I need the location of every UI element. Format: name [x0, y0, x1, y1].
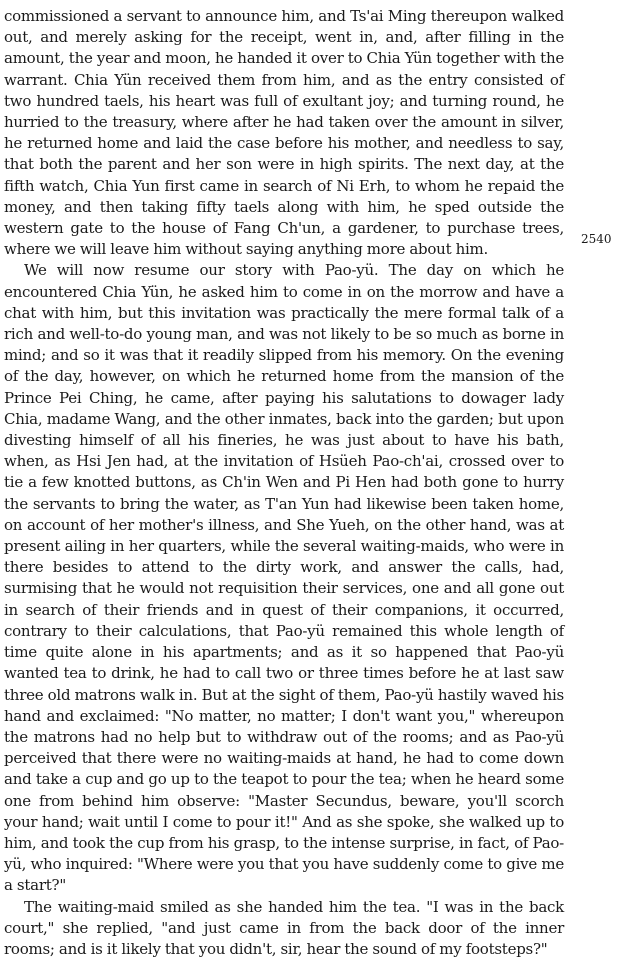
- body-text: [4, 6, 564, 960]
- paragraph-waiting-maid: The waiting-maid smiled as she handed him the tea. "I was in the back court," she replied, "and just came in from the back door of the inner rooms; and is it likely that you didn't, sir, hear the sound of my footsteps?": [4, 897, 564, 958]
- margin-line-number: 2540: [581, 232, 612, 246]
- paragraph-continuation: commissioned a servant to announce him, and Ts'ai Ming thereupon walked out, and merely asking for the receipt, went in, and, after filling in the amount, the year and moon, he handed it over to Chia Yün together with the warrant. Chia Yün received them from him, and as the entry consisted of two hundred taels, his heart was full of exultant joy; and turning round, he hurried to the treasury, where after he had taken over the amount in silver, he returned home and laid the case before his mother, and needless to say, that both the parent and her son were in high spirits. The next day, at the fifth watch, Chia Yun first came in search of Ni Erh, to whom he repaid the money, and then taking fifty taels along with him, he sped outside the western gate to the house of Fang Ch'un, a gardener, to purchase trees, where we will leave him without saying anything more about him.: [4, 7, 564, 259]
- paragraph-pao-yu-story: We will now resume our story with Pao-yü. The day on which he encountered Chia Yün, he asked him to come in on the morrow and have a chat with him, but this invitation was practically the mere formal talk of a rich and well-to-do young man, and was not likely to be so much as borne in mind; and so it was that it readily slipped from his memory. On the evening of the day, however, on which he returned home from the mansion of the Prince Pei Ching, he came, after paying his salutations to dowager lady Chia, madame Wang, and the other inmates, back into the garden; but upon divesting himself of all his fineries, he was just about to have his bath, when, as Hsi Jen had, at the invitation of Hsüeh Pao-ch'ai, crossed over to tie a few knotted buttons, as Ch'in Wen and Pi Hen had both gone to hurry the servants to bring the water, as T'an Yun had likewise been taken home, on account of her mother's illness, and She Yueh, on the other hand, was at present ailing in her quarters, while the several waiting-maids, who were in there besides to attend to the dirty work, and answer the calls, had, surmising that he would not requisition their services, one and all gone out in search of their friends and in quest of their companions, it occurred, contrary to their calculations, that Pao-yü remained this whole length of time quite alone in his apartments; and as it so happened that Pao-yü wanted tea to drink, he had to call two or three times before he at last saw three old matrons walk in. But at the sight of them, Pao-yü hastily waved his hand and exclaimed: "No matter, no matter; I don't want you," whereupon the matrons had no help but to withdraw out of the rooms; and as Pao-yü perceived that there were no waiting-maids at hand, he had to come down and take a cup and go up to the teapot to pour the tea; when he heard some one from behind him observe: "Master Secundus, beware, you'll scorch your hand; wait until I come to pour it!" And as she spoke, she walked up to him, and took the cup from his grasp, to the intense surprise, in fact, of Pao-yü, who inquired: "Where were you that you have suddenly come to give me a start?": [4, 261, 564, 895]
